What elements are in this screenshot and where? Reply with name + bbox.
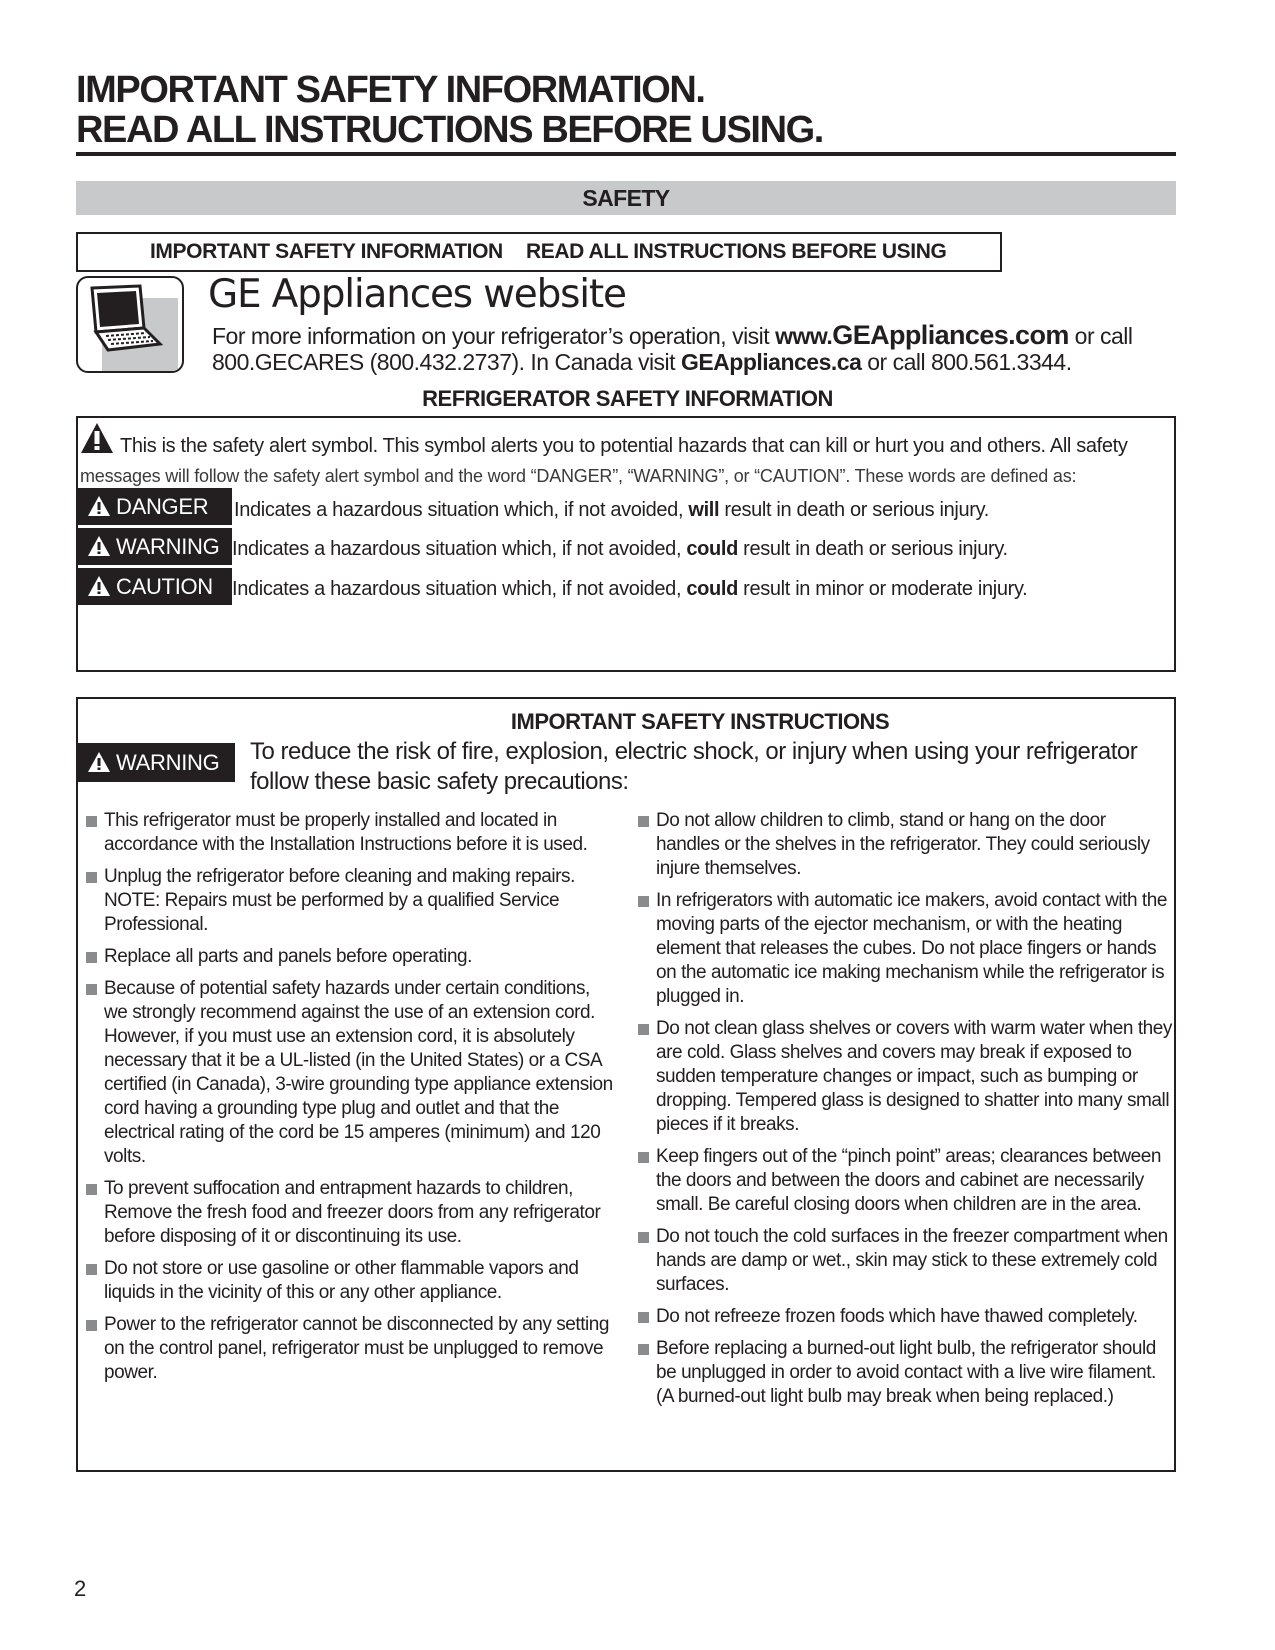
warning-def-bold: could (686, 538, 738, 560)
website-text-part-1: For more information on your refrigerator’s operation, visit (212, 323, 776, 349)
sub-header-box (76, 232, 1002, 272)
list-item-text: To prevent suffocation and entrapment hazards to children, Remove the fresh food and freezer doors from any refrigerator before disposing of it or discontinuing its use. (104, 1178, 601, 1247)
caution-def-pre: Indicates a hazardous situation which, if not avoided, (232, 578, 687, 600)
website-text (212, 322, 1172, 375)
bullet-icon (86, 1320, 97, 1331)
list-item-text: Do not allow children to climb, stand or hang on the door handles or the shelves in the refrigerator. They could seriously injure themselves. (656, 810, 1150, 879)
bullet-icon (638, 896, 649, 907)
caution-definition (232, 577, 1027, 601)
caution-label-text: CAUTION (116, 574, 213, 599)
instructions-right-column (638, 809, 1173, 1417)
instructions-warning-label (78, 743, 235, 782)
warning-label-text: WARNING (116, 534, 220, 559)
list-item (86, 1177, 616, 1249)
list-item-note: NOTE: Repairs must be performed by a qualified Service Professional. (104, 890, 560, 935)
website-us-link[interactable]: GEAppliances.com (832, 320, 1069, 350)
danger-def-post: result in death or serious injury. (719, 499, 989, 521)
page-number: 2 (74, 1576, 87, 1601)
list-item-text: Unplug the refrigerator before cleaning and making repairs. (104, 866, 575, 887)
list-item (638, 1225, 1173, 1297)
list-item-text: Do not touch the cold surfaces in the freezer compartment when hands are damp or wet., skin may stick to these extremely cold surfaces. (656, 1226, 1168, 1295)
list-item-text: Do not store or use gasoline or other flammable vapors and liquids in the vicinity of this or any other appliance. (104, 1258, 579, 1303)
danger-definition (234, 498, 989, 522)
list-item (86, 1313, 616, 1385)
bullet-icon (86, 952, 97, 963)
list-item (86, 1257, 616, 1305)
list-item-text: Do not refreeze frozen foods which have thawed completely. (656, 1306, 1138, 1327)
bullet-icon (638, 1232, 649, 1243)
caution-def-post: result in minor or moderate injury. (737, 578, 1028, 600)
bullet-icon (86, 816, 97, 827)
website-title: GE Appliances website (208, 272, 626, 317)
sub-header-right: READ ALL INSTRUCTIONS BEFORE USING (526, 240, 947, 263)
list-item-text: Power to the refrigerator cannot be disconnected by any setting on the control panel, refrigerator must be unplugged to remove power. (104, 1314, 610, 1383)
danger-def-pre: Indicates a hazardous situation which, if not avoided, (234, 499, 689, 521)
bullet-icon (86, 984, 97, 995)
list-item-text: In refrigerators with automatic ice makers, avoid contact with the moving parts of the ejector mechanism, or with the heating element that releases the cubes. Do not place fingers or hands on the automatic ice making mechanism while the refrigerator is plugged in. (656, 890, 1167, 1007)
danger-def-bold: will (688, 499, 720, 521)
caution-label (78, 568, 232, 605)
laptop-icon (76, 276, 184, 373)
warning-def-pre: Indicates a hazardous situation which, if not avoided, (232, 538, 687, 560)
bullet-icon (638, 816, 649, 827)
warning-label (78, 528, 232, 565)
caution-def-bold: could (686, 578, 738, 600)
website-ca-link[interactable]: GEAppliances.ca (680, 349, 862, 375)
warning-alert-icon (88, 752, 110, 772)
list-item (638, 889, 1173, 1009)
list-item (638, 1305, 1173, 1329)
warning-alert-icon (88, 536, 110, 556)
warning-def-post: result in death or serious injury. (737, 538, 1008, 560)
warning-definition (232, 537, 1008, 561)
bullet-icon (86, 872, 97, 883)
instructions-heading: IMPORTANT SAFETY INSTRUCTIONS (510, 709, 890, 734)
refrigerator-safety-heading: REFRIGERATOR SAFETY INFORMATION (422, 386, 833, 411)
list-item (86, 945, 616, 969)
page-title (76, 70, 1176, 150)
website-text-part-3: or call 800.561.3344. (861, 349, 1072, 375)
bullet-icon (638, 1152, 649, 1163)
list-item (86, 977, 616, 1169)
bullet-icon (86, 1184, 97, 1195)
bullet-icon (638, 1312, 649, 1323)
instructions-left-column (86, 809, 616, 1393)
list-item (638, 1145, 1173, 1217)
section-bar-safety: SAFETY (76, 181, 1176, 215)
title-line-1: IMPORTANT SAFETY INFORMATION. (76, 69, 705, 111)
title-line-2: READ ALL INSTRUCTIONS BEFORE USING. (76, 109, 823, 151)
website-text-part-2: or call 800.GECARES (800.432.2737). In Canada visit (212, 323, 1133, 375)
safety-alert-box (76, 416, 1176, 672)
instructions-warning-text: To reduce the risk of fire, explosion, electric shock, or injury when using your refrigerator follow these basic safety precautions: (250, 738, 1138, 795)
bullet-icon (638, 1024, 649, 1035)
list-item-text: Replace all parts and panels before operating. (104, 946, 473, 967)
list-item-text: Because of potential safety hazards under certain conditions, we strongly recommend against the use of an extension cord. However, if you must use an extension cord, it is absolutely necessary that it be a UL-listed (in the United States) or a CSA certified (in Canada), 3-wire grounding type appliance extension cord having a grounding type plug and outlet and that the electrical rating of the cord be 15 amperes (minimum) and 120 volts. (104, 978, 613, 1167)
list-item (638, 1017, 1173, 1137)
list-item-text: Keep fingers out of the “pinch point” areas; clearances between the doors and between the doors and cabinet are necessarily small. Be careful closing doors when children are in the area. (656, 1146, 1162, 1215)
bullet-icon (638, 1344, 649, 1355)
list-item (638, 1337, 1173, 1409)
danger-label (78, 488, 232, 525)
alert-intro-line-1: This is the safety alert symbol. This symbol alerts you to potential hazards that can kill or hurt you and others. All safety (120, 435, 1128, 457)
safety-instructions-box (76, 697, 1176, 1472)
list-item (638, 809, 1173, 881)
sub-header-left: IMPORTANT SAFETY INFORMATION (150, 240, 503, 263)
title-rule (76, 152, 1176, 156)
danger-alert-icon (88, 496, 110, 516)
danger-label-text: DANGER (116, 494, 209, 519)
caution-alert-icon (88, 576, 110, 596)
list-item-text: Before replacing a burned-out light bulb, the refrigerator should be unplugged in order to avoid contact with a live wire filament. (A burned-out light bulb may break when being replaced.) (656, 1338, 1156, 1407)
list-item (86, 809, 616, 857)
instructions-warning-label-text: WARNING (116, 750, 220, 775)
list-item-text: This refrigerator must be properly installed and located in accordance with the Installation Instructions before it is used. (104, 810, 588, 855)
alert-intro-line-2: messages will follow the safety alert symbol and the word “DANGER”, “WARNING”, or “CAUTION”. These words are defined as: (80, 466, 1077, 486)
list-item-text: Do not clean glass shelves or covers with warm water when they are cold. Glass shelves and covers may break if exposed to sudden temperature changes or impact, such as bumping or dropping. Tempered glass is designed to shatter into many small pieces if it breaks. (656, 1018, 1172, 1135)
bullet-icon (86, 1264, 97, 1275)
list-item (86, 865, 616, 937)
website-www: www. (775, 323, 833, 349)
